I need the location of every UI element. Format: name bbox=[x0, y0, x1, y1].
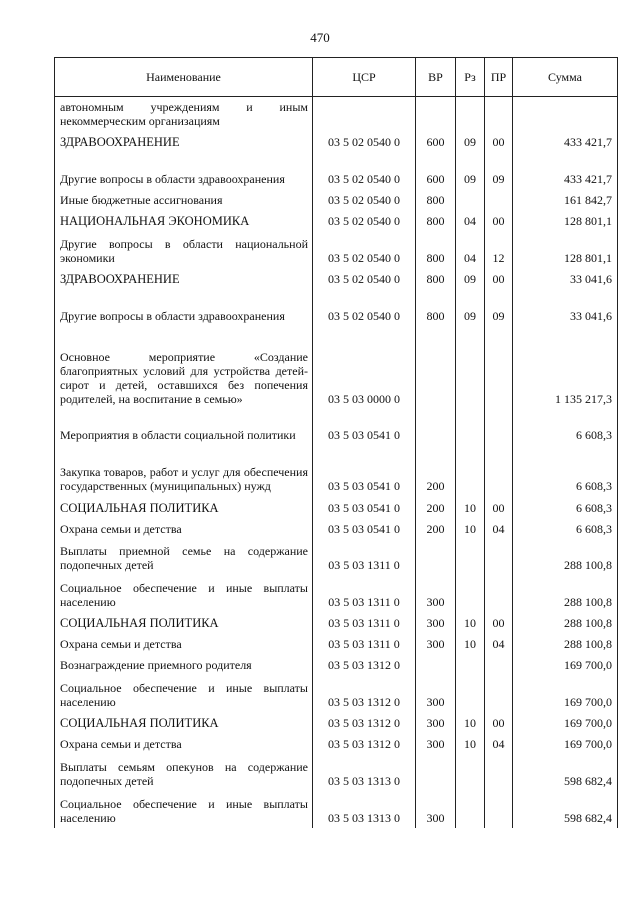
cell-rz bbox=[456, 791, 485, 828]
cell-vr: 300 bbox=[416, 675, 456, 712]
cell-csr: 03 5 02 0540 0 bbox=[313, 189, 416, 210]
cell-rz: 10 bbox=[456, 712, 485, 733]
cell-sum: 128 801,1 bbox=[513, 231, 618, 268]
cell-name: Мероприятия в области социальной политики bbox=[55, 409, 313, 445]
cell-sum: 288 100,8 bbox=[513, 539, 618, 575]
cell-name: автономным учреждениям и иным некоммерческим организациям bbox=[55, 97, 313, 132]
cell-pr bbox=[485, 189, 513, 210]
cell-rz: 09 bbox=[456, 131, 485, 152]
cell-vr bbox=[416, 97, 456, 132]
table-row bbox=[55, 189, 618, 210]
cell-csr: 03 5 02 0540 0 bbox=[313, 289, 416, 326]
table-row bbox=[55, 712, 618, 733]
cell-name: ЗДРАВООХРАНЕНИЕ bbox=[55, 131, 313, 152]
cell-rz: 10 bbox=[456, 633, 485, 654]
cell-pr bbox=[485, 97, 513, 132]
budget-table bbox=[54, 57, 618, 828]
cell-sum: 6 608,3 bbox=[513, 518, 618, 539]
cell-csr: 03 5 03 1312 0 bbox=[313, 733, 416, 754]
table-row bbox=[55, 675, 618, 712]
cell-sum: 33 041,6 bbox=[513, 289, 618, 326]
cell-name: СОЦИАЛЬНАЯ ПОЛИТИКА bbox=[55, 496, 313, 518]
cell-pr: 12 bbox=[485, 231, 513, 268]
table-row bbox=[55, 268, 618, 289]
cell-pr bbox=[485, 445, 513, 496]
cell-pr: 04 bbox=[485, 518, 513, 539]
cell-sum: 169 700,0 bbox=[513, 733, 618, 754]
table-row bbox=[55, 575, 618, 612]
cell-csr: 03 5 03 1313 0 bbox=[313, 791, 416, 828]
cell-sum: 288 100,8 bbox=[513, 612, 618, 633]
cell-csr: 03 5 03 1311 0 bbox=[313, 575, 416, 612]
cell-rz: 10 bbox=[456, 733, 485, 754]
page-number: 470 bbox=[310, 30, 330, 45]
cell-pr: 00 bbox=[485, 210, 513, 231]
cell-pr: 09 bbox=[485, 152, 513, 189]
cell-sum: 598 682,4 bbox=[513, 791, 618, 828]
cell-rz bbox=[456, 654, 485, 675]
cell-pr: 04 bbox=[485, 633, 513, 654]
header-pr: ПР bbox=[485, 58, 513, 97]
cell-csr: 03 5 02 0540 0 bbox=[313, 131, 416, 152]
cell-csr: 03 5 02 0540 0 bbox=[313, 231, 416, 268]
cell-csr bbox=[313, 97, 416, 132]
cell-pr: 00 bbox=[485, 612, 513, 633]
cell-vr: 600 bbox=[416, 131, 456, 152]
cell-pr: 00 bbox=[485, 131, 513, 152]
cell-vr: 800 bbox=[416, 268, 456, 289]
cell-pr bbox=[485, 409, 513, 445]
cell-rz: 09 bbox=[456, 268, 485, 289]
cell-sum: 6 608,3 bbox=[513, 496, 618, 518]
cell-rz: 04 bbox=[456, 210, 485, 231]
cell-rz: 09 bbox=[456, 289, 485, 326]
cell-name: Закупка товаров, работ и услуг для обеспечения государственных (муниципальных) нужд bbox=[55, 445, 313, 496]
cell-pr bbox=[485, 675, 513, 712]
cell-csr: 03 5 02 0540 0 bbox=[313, 268, 416, 289]
cell-rz bbox=[456, 409, 485, 445]
cell-name: Охрана семьи и детства bbox=[55, 733, 313, 754]
cell-vr: 800 bbox=[416, 189, 456, 210]
cell-vr: 200 bbox=[416, 518, 456, 539]
cell-csr: 03 5 03 0541 0 bbox=[313, 409, 416, 445]
cell-vr: 600 bbox=[416, 152, 456, 189]
cell-sum: 161 842,7 bbox=[513, 189, 618, 210]
cell-sum: 128 801,1 bbox=[513, 210, 618, 231]
cell-pr bbox=[485, 791, 513, 828]
cell-sum: 288 100,8 bbox=[513, 633, 618, 654]
table-row bbox=[55, 754, 618, 791]
cell-rz bbox=[456, 675, 485, 712]
cell-csr: 03 5 03 1312 0 bbox=[313, 712, 416, 733]
cell-pr: 00 bbox=[485, 712, 513, 733]
table-body bbox=[55, 97, 618, 829]
cell-name: Охрана семьи и детства bbox=[55, 633, 313, 654]
cell-name: ЗДРАВООХРАНЕНИЕ bbox=[55, 268, 313, 289]
cell-name: Иные бюджетные ассигнования bbox=[55, 189, 313, 210]
cell-pr: 00 bbox=[485, 496, 513, 518]
table-row bbox=[55, 612, 618, 633]
cell-sum: 433 421,7 bbox=[513, 131, 618, 152]
table-row bbox=[55, 231, 618, 268]
header-csr: ЦСР bbox=[313, 58, 416, 97]
cell-vr bbox=[416, 654, 456, 675]
cell-vr: 200 bbox=[416, 445, 456, 496]
cell-name: Выплаты семьям опекунов на содержание подопечных детей bbox=[55, 754, 313, 791]
cell-vr: 300 bbox=[416, 633, 456, 654]
cell-rz bbox=[456, 575, 485, 612]
cell-vr: 800 bbox=[416, 210, 456, 231]
table-row bbox=[55, 445, 618, 496]
cell-csr: 03 5 03 1311 0 bbox=[313, 633, 416, 654]
cell-name: Основное мероприятие «Создание благоприятных условий для устройства детей-сирот и детей, оставшихся без попечения родителей, на воспитание в семью» bbox=[55, 326, 313, 409]
cell-name: Социальное обеспечение и иные выплаты населению bbox=[55, 675, 313, 712]
cell-rz: 10 bbox=[456, 612, 485, 633]
cell-sum: 433 421,7 bbox=[513, 152, 618, 189]
cell-rz bbox=[456, 189, 485, 210]
table-row bbox=[55, 633, 618, 654]
cell-vr: 800 bbox=[416, 289, 456, 326]
cell-csr: 03 5 03 0541 0 bbox=[313, 445, 416, 496]
cell-vr: 300 bbox=[416, 733, 456, 754]
cell-sum: 6 608,3 bbox=[513, 445, 618, 496]
cell-csr: 03 5 03 1312 0 bbox=[313, 675, 416, 712]
cell-csr: 03 5 03 0000 0 bbox=[313, 326, 416, 409]
table-row bbox=[55, 654, 618, 675]
cell-name: Другие вопросы в области здравоохранения bbox=[55, 289, 313, 326]
table-header-row bbox=[55, 58, 618, 97]
cell-sum bbox=[513, 97, 618, 132]
cell-name: Вознаграждение приемного родителя bbox=[55, 654, 313, 675]
cell-rz: 10 bbox=[456, 496, 485, 518]
header-vr: ВР bbox=[416, 58, 456, 97]
cell-csr: 03 5 03 1312 0 bbox=[313, 654, 416, 675]
cell-csr: 03 5 02 0540 0 bbox=[313, 210, 416, 231]
cell-name: СОЦИАЛЬНАЯ ПОЛИТИКА bbox=[55, 712, 313, 733]
cell-pr bbox=[485, 654, 513, 675]
table-row bbox=[55, 97, 618, 132]
cell-name: Охрана семьи и детства bbox=[55, 518, 313, 539]
cell-rz: 10 bbox=[456, 518, 485, 539]
cell-vr bbox=[416, 409, 456, 445]
cell-pr: 09 bbox=[485, 289, 513, 326]
cell-rz bbox=[456, 97, 485, 132]
cell-vr: 300 bbox=[416, 612, 456, 633]
table-row bbox=[55, 131, 618, 152]
cell-sum: 598 682,4 bbox=[513, 754, 618, 791]
cell-name: Социальное обеспечение и иные выплаты населению bbox=[55, 575, 313, 612]
table-row bbox=[55, 791, 618, 828]
header-name: Наименование bbox=[55, 58, 313, 97]
cell-pr bbox=[485, 539, 513, 575]
cell-vr: 800 bbox=[416, 231, 456, 268]
cell-sum: 169 700,0 bbox=[513, 712, 618, 733]
cell-pr bbox=[485, 326, 513, 409]
header-sum: Сумма bbox=[513, 58, 618, 97]
table-row bbox=[55, 409, 618, 445]
table-row bbox=[55, 326, 618, 409]
cell-csr: 03 5 03 0541 0 bbox=[313, 518, 416, 539]
cell-rz bbox=[456, 539, 485, 575]
cell-vr bbox=[416, 754, 456, 791]
cell-rz: 04 bbox=[456, 231, 485, 268]
cell-vr bbox=[416, 326, 456, 409]
cell-sum: 6 608,3 bbox=[513, 409, 618, 445]
table-row bbox=[55, 733, 618, 754]
cell-sum: 33 041,6 bbox=[513, 268, 618, 289]
budget-table-container bbox=[54, 57, 617, 828]
cell-csr: 03 5 02 0540 0 bbox=[313, 152, 416, 189]
cell-rz bbox=[456, 326, 485, 409]
table-row bbox=[55, 496, 618, 518]
table-row bbox=[55, 539, 618, 575]
cell-pr: 00 bbox=[485, 268, 513, 289]
cell-sum: 1 135 217,3 bbox=[513, 326, 618, 409]
table-row bbox=[55, 518, 618, 539]
cell-name: СОЦИАЛЬНАЯ ПОЛИТИКА bbox=[55, 612, 313, 633]
cell-vr: 300 bbox=[416, 791, 456, 828]
cell-vr bbox=[416, 539, 456, 575]
cell-sum: 169 700,0 bbox=[513, 675, 618, 712]
cell-name: НАЦИОНАЛЬНАЯ ЭКОНОМИКА bbox=[55, 210, 313, 231]
cell-vr: 300 bbox=[416, 712, 456, 733]
cell-rz bbox=[456, 754, 485, 791]
table-row bbox=[55, 152, 618, 189]
cell-name: Другие вопросы в области здравоохранения bbox=[55, 152, 313, 189]
cell-pr bbox=[485, 575, 513, 612]
cell-sum: 169 700,0 bbox=[513, 654, 618, 675]
cell-rz bbox=[456, 445, 485, 496]
cell-rz: 09 bbox=[456, 152, 485, 189]
cell-pr: 04 bbox=[485, 733, 513, 754]
cell-name: Выплаты приемной семье на содержание подопечных детей bbox=[55, 539, 313, 575]
cell-csr: 03 5 03 1311 0 bbox=[313, 612, 416, 633]
cell-vr: 200 bbox=[416, 496, 456, 518]
cell-name: Социальное обеспечение и иные выплаты населению bbox=[55, 791, 313, 828]
cell-name: Другие вопросы в области национальной экономики bbox=[55, 231, 313, 268]
table-row bbox=[55, 289, 618, 326]
cell-csr: 03 5 03 1311 0 bbox=[313, 539, 416, 575]
cell-pr bbox=[485, 754, 513, 791]
cell-csr: 03 5 03 0541 0 bbox=[313, 496, 416, 518]
cell-vr: 300 bbox=[416, 575, 456, 612]
cell-sum: 288 100,8 bbox=[513, 575, 618, 612]
cell-csr: 03 5 03 1313 0 bbox=[313, 754, 416, 791]
header-rz: Рз bbox=[456, 58, 485, 97]
table-row bbox=[55, 210, 618, 231]
